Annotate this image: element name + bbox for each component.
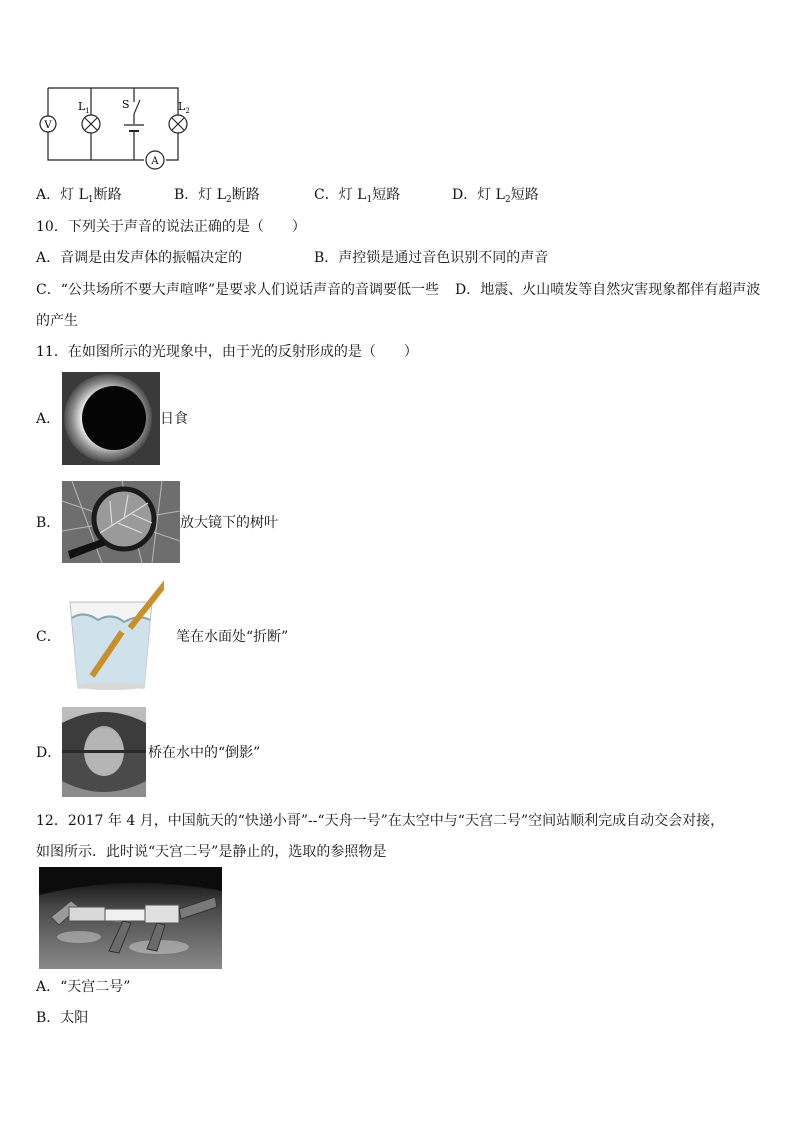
pencil-in-water-image: [64, 580, 164, 695]
q11-option-d-letter: D．: [36, 745, 62, 761]
q10-option-d: D．地震、火山喷发等自然灾害现象都伴有超声波: [455, 282, 761, 298]
q12-option-a: A．“天宫二号”: [36, 979, 131, 995]
circuit-diagram: [36, 80, 196, 170]
bridge-reflection-image: [62, 707, 146, 797]
svg-text:A: A: [151, 156, 159, 167]
q12-option-b: B．太阳: [36, 1010, 89, 1026]
svg-text:L1: $L_1$: [78, 100, 90, 115]
svg-text:L2: $L_2$: [178, 100, 190, 115]
q11-option-a-letter: A．: [36, 411, 61, 427]
switch-symbol: [122, 98, 140, 114]
magnifier-leaf-image: [62, 481, 180, 563]
q10-option-d-cont: 的产生: [36, 313, 78, 329]
q10-option-a: A．音调是由发声体的振幅决定的: [36, 250, 243, 266]
q11-option-c-caption: 笔在水面处“折断”: [176, 629, 289, 645]
lamp-l1-symbol: [78, 100, 100, 133]
lamp-l2-symbol: [169, 100, 190, 133]
q9-option-a: A．灯 $L_1$断路: [36, 187, 122, 205]
q11-option-c-letter: C．: [36, 629, 61, 645]
q11-option-b-letter: B．: [36, 515, 61, 531]
q12-stem-line1: 12．2017 年 4 月，中国航天的“快递小哥”--“天舟一号”在太空中与“天宫二号”空间站顺利完成自动交会对接，: [36, 813, 725, 829]
spacecraft-docking-image: [39, 867, 222, 969]
q11-option-d-caption: 桥在水中的“倒影”: [148, 745, 261, 761]
ammeter-symbol: [146, 151, 164, 169]
q10-stem: 10．下列关于声音的说法正确的是（ ）: [36, 219, 306, 235]
q9-option-c: C．灯 $L_1$短路: [314, 187, 401, 205]
q10-option-c: C．“公共场所不要大声喧哗”是要求人们说话声音的音调要低一些: [36, 282, 440, 298]
q10-option-b: B．声控锁是通过音色识别不同的声音: [314, 250, 549, 266]
voltmeter-symbol: [40, 116, 56, 132]
battery-symbol: [122, 124, 146, 132]
q11-stem: 11．在如图所示的光现象中，由于光的反射形成的是（ ）: [36, 344, 418, 360]
q11-option-a-caption: 日食: [160, 411, 188, 427]
q9-option-d: D．灯 $L_2$短路: [452, 187, 539, 205]
svg-text:V: V: [44, 120, 52, 131]
q12-stem-line2: 如图所示．此时说“天宫二号”是静止的，选取的参照物是: [36, 844, 387, 860]
solar-eclipse-image: [62, 372, 160, 465]
svg-text:S: S: [122, 98, 130, 111]
q11-option-b-caption: 放大镜下的树叶: [180, 515, 278, 531]
q9-option-b: B．灯 $L_2$断路: [174, 187, 260, 205]
